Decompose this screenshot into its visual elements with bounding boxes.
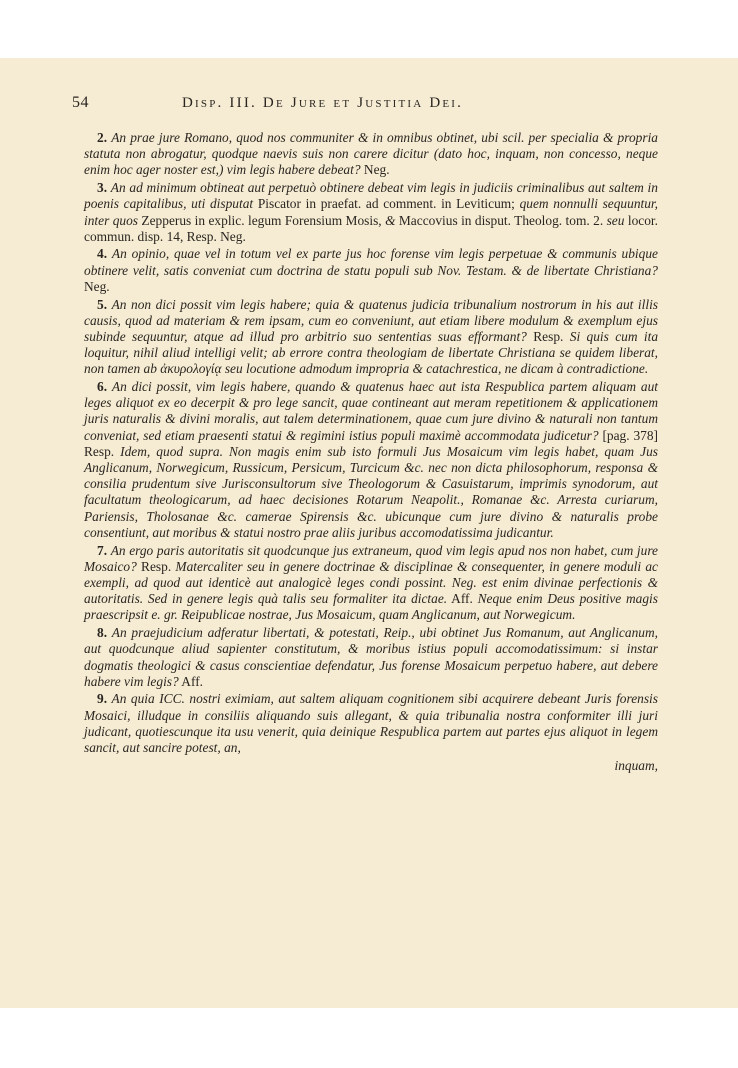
text-segment: An ad minimum obtineat aut perpetuò obtinere debeat vim legis in judiciis criminalibus aut saltem in poenis capitalibus, uti disputat [84, 180, 658, 212]
text-segment: & [385, 212, 396, 228]
book-page [0, 58, 738, 1008]
text-segment: An praejudicium adferatur libertati, & potestati, Reip., ubi obtinet Jus Romanum, aut Anglicanum, aut quodcunque aliud sapienter constitutum, & moribus istius populi accomodatissimum: si instar dogmatis theologici & casus conscientiae defendatur, Jus forense Mosaicum perpetuo habere, aut debere habere vim legis? [84, 625, 658, 689]
text-segment: Idem, quod supra. Non magis enim sub isto formuli Jus Mosaicum vim legis habet, quam Jus Anglicanum, Norwegicum, Russicum, Persicum, Turcicum &c. nec non dicta philosophorum, responsa & consilia prudentum sive Jurisconsultorum sive Theologorum & Casuistarum, imprimis synodorum, aut facultatum theologicarum, ad haec decisiones Rotarum Neapolit., Romanae &c. Arresta curiarum, Pariensis, Tholosanae &c. camerae Spirensis &c. ubicunque cum jure divino & naturalis probe consentiunt, aut moribus & statui nostro prae aliis juribus accomodatissima judicantur. [84, 443, 658, 540]
paragraph [84, 379, 658, 541]
text-segment: An non dici possit vim legis habere; quia & quatenus judicia tribunalium nostrorum in his aut illis causis, quod ad materiam & rem ipsam, cum eo conveniunt, aut etiam libere modulum & exemplum ejus subinde sequuntur, atque ad illud pro arbitrio suo sententias suas efformant? [84, 296, 658, 344]
text-segment: An ergo paris autoritatis sit quodcunque jus extraneum, quod vim legis apud nos non habet, cum jure Mosaico? [84, 542, 658, 574]
paragraph-number: 5. [97, 296, 108, 312]
running-head: Disp. III. De Jure et Justitia Dei. [182, 95, 464, 111]
paragraph-number: 8. [97, 625, 108, 641]
paragraph [84, 130, 658, 179]
text-segment: Neg. [360, 162, 390, 178]
paragraph-number: 9. [97, 691, 108, 707]
text-segment: Aff. [178, 673, 204, 689]
text-segment: An quia ICC. nostri eximiam, aut saltem aliquam cognitionem sibi acquirere debeant Juris forensis Mosaici, illudque in consiliis aliquando suis allegant, & quia tribunalia nostra conformiter illi juri judicant, quotiescunque ita usu venerit, quia deinique Respublica partem aut partes ejus aliquot in legem sancit, aut sancire potest, an, [84, 691, 658, 756]
text-segment: Neg. [84, 278, 110, 294]
paragraph [84, 180, 658, 245]
catchword: inquam, [614, 757, 658, 773]
paragraph-number: 6. [97, 379, 108, 395]
text-segment: Maccovius in disput. Theolog. tom. 2. [395, 212, 607, 228]
paragraph [84, 625, 658, 690]
text-segment: quem nonnulli sequuntur, inter quos [84, 196, 659, 228]
paragraph [84, 246, 658, 295]
paragraph-number: 7. [97, 542, 108, 558]
text-segment: Neque enim Deus positive magis praescripsit e. gr. Reipublicae nostrae, Jus Mosaicum, quam Anglicanum, aut Norwegicum. [84, 591, 658, 623]
paragraph [84, 691, 658, 756]
text-segment: Matercaliter seu in genere doctrinae & disciplinae & consequenter, in genere moduli ac exempli, ad quod aut identicè aut analogicè leges condi possint. Neg. est enim divinae perfectionis & autoritatis. Sed in genere legis quà talis seu formaliter ita dictae. [84, 558, 658, 607]
text-segment: locor. commun. disp. 14, Resp. Neg. [84, 212, 658, 244]
text-segment: Zepperus in explic. legum Forensium Mosis, [138, 212, 386, 228]
paragraph [84, 543, 658, 624]
text-segment: [pag. 378] Resp. [84, 427, 658, 459]
page-header [72, 94, 666, 114]
text-segment: An dici possit, vim legis habere, quando & quatenus haec aut ista Respublica partem aliquam aut leges aliquot ex eo decerpit & pro lege sancit, quae contineant aut meram repetitionem & applicationem juris naturalis & divini moralis, aut talem determinationem, quae cum jure divino & naturali non tantum conveniat, sed etiam praesenti statui & regimini istius populi maximè accommodata judicetur? [84, 379, 658, 443]
paragraph-number: 2. [97, 130, 108, 145]
paragraph [84, 297, 658, 378]
text-segment: Si quis cum ita loquitur, nihil aliud intelligi velit; ab errore contra theologiam de libertate Christiana se quidem liberat, non tamen ab ἀκυρολογίᾳ seu locutione admodum impropria & catachrestica, ne dicam à contradictione. [84, 328, 659, 377]
paragraph-number: 3. [97, 180, 108, 196]
text-segment: Resp. [526, 328, 570, 344]
text-segment: seu [606, 212, 625, 228]
paragraph-number: 4. [97, 246, 108, 262]
text-segment: An opinio, quae vel in totum vel ex parte jus hoc forense vim legis perpetuae & communis ubique obtinere velit, satis conveniat cum doctrina de statu populi sub Nov. Testam. & de libertate Christiana? [84, 246, 658, 278]
text-segment: Resp. [136, 558, 176, 574]
text-segment: Piscator in praefat. ad comment. in Leviticum; [253, 196, 520, 212]
page-number: 54 [72, 94, 89, 111]
body-text [84, 130, 658, 774]
text-segment: An prae jure Romano, quod nos communiter & in omnibus obtinet, ubi scil. per specialia & propria statuta non abrogatur, quodque naevis suis non carere dicitur (dato hoc, inquam, non concesso, neque enim hoc ager noster est,) vim legis habere debeat? [84, 130, 658, 178]
text-segment: Aff. [447, 591, 478, 607]
